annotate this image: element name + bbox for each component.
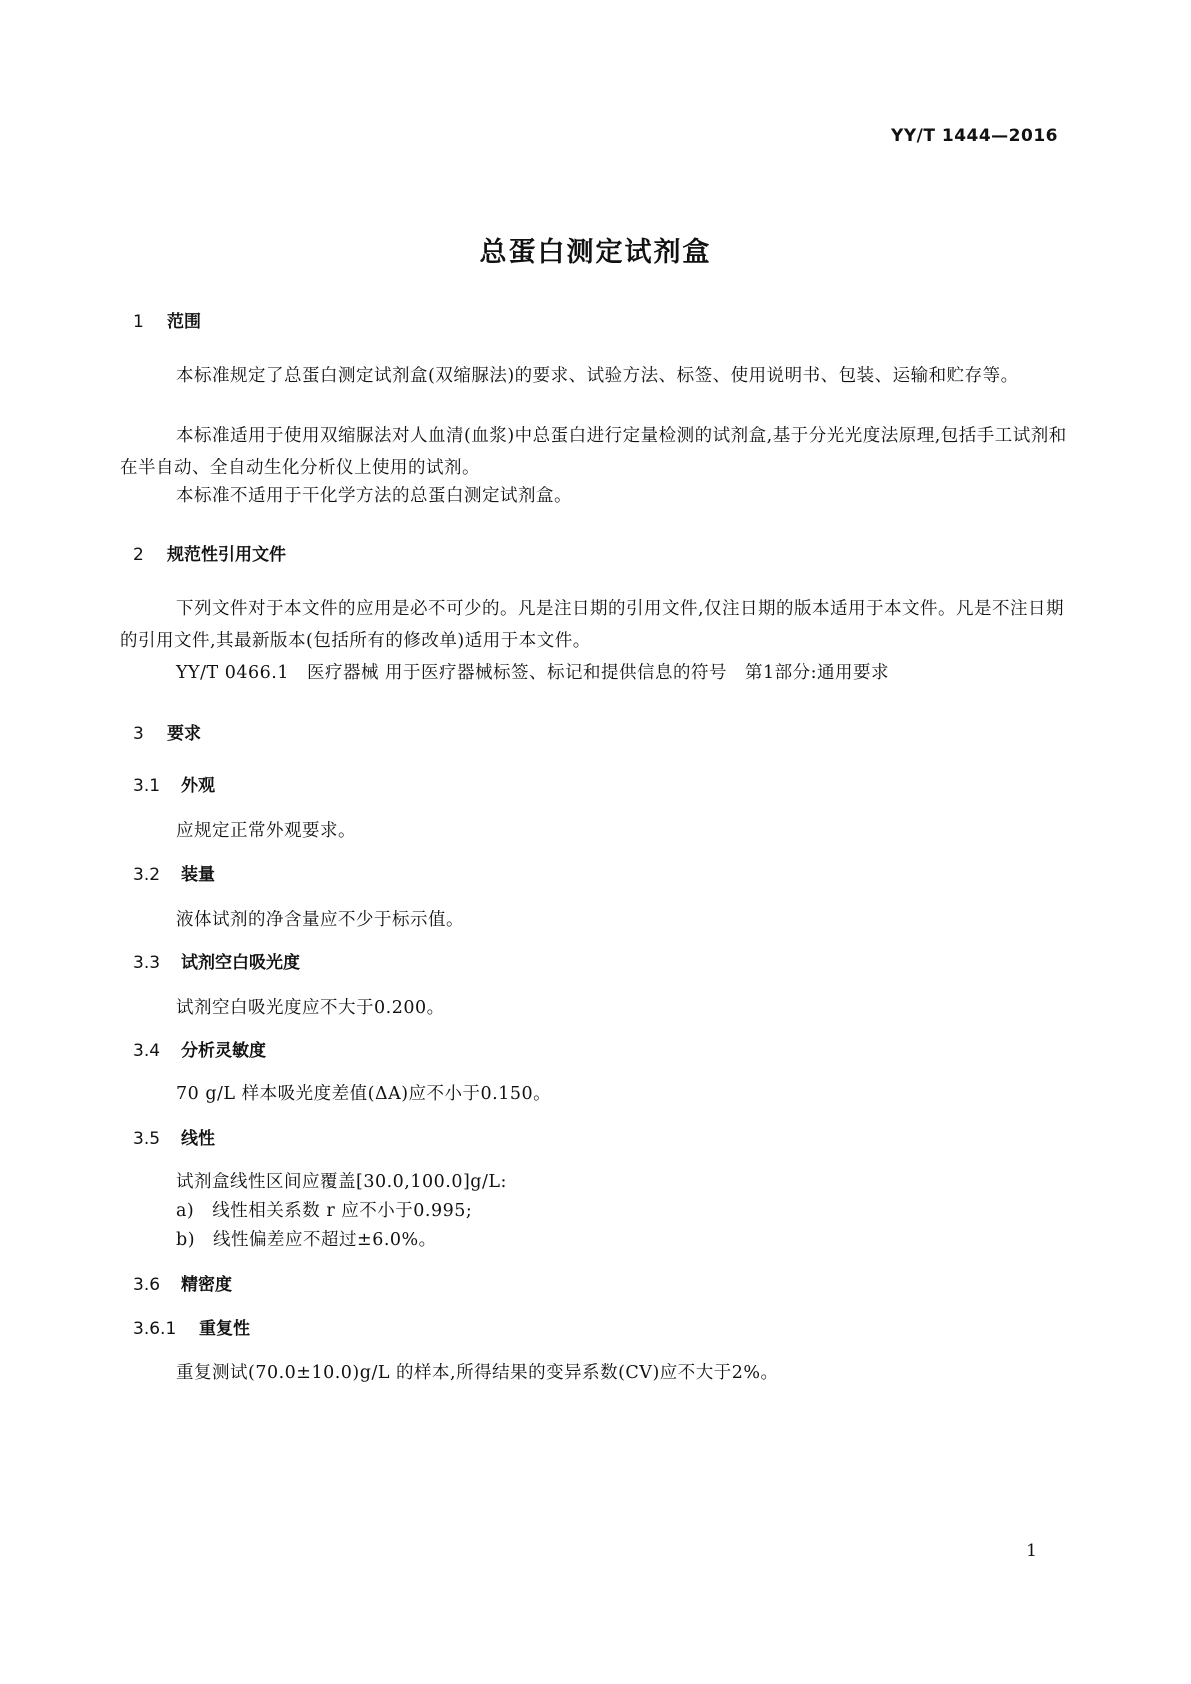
list-item-b: b) 线性偏差应不超过±6.0%。 [176, 1230, 437, 1250]
page-number: 1 [1026, 1541, 1037, 1561]
section-3-3-text: 试剂空白吸光度应不大于0.200。 [176, 998, 445, 1018]
section-number: 3.6 [133, 1275, 161, 1295]
normative-reference: YY/T 0466.1 医疗器械 用于医疗器械标签、标记和提供信息的符号 第1部分:通用要求 [176, 663, 890, 683]
section-3-1-heading [133, 771, 215, 796]
section-title: 分析灵敏度 [181, 1041, 266, 1061]
section-title: 规范性引用文件 [167, 545, 286, 565]
section-number: 3.6.1 [133, 1319, 177, 1339]
section-title: 范围 [167, 312, 201, 332]
section-title: 重复性 [199, 1319, 250, 1339]
section-2-paragraph-1: 下列文件对于本文件的应用是必不可少的。凡是注日期的引用文件,仅注日期的版本适用于本文件。凡是不注日期的引用文件,其最新版本(包括所有的修改单)适用于本文件。 [120, 599, 1065, 651]
section-3-4-text: 70 g/L 样本吸光度差值(ΔA)应不小于0.150。 [176, 1084, 552, 1104]
section-1-paragraph-1: 本标准规定了总蛋白测定试剂盒(双缩脲法)的要求、试验方法、标签、使用说明书、包装、运输和贮存等。 [176, 366, 1019, 386]
document-title: 总蛋白测定试剂盒 [479, 237, 712, 268]
section-number: 1 [133, 312, 144, 332]
section-number: 3.2 [133, 865, 161, 885]
section-number: 3.4 [133, 1041, 161, 1061]
section-3-3-heading [133, 948, 300, 973]
list-item-a: a) 线性相关系数 r 应不小于0.995; [176, 1201, 473, 1221]
section-title: 线性 [181, 1129, 215, 1149]
section-title: 精密度 [181, 1275, 232, 1295]
section-3-2-heading [133, 860, 215, 885]
section-number: 3 [133, 724, 144, 744]
section-1-paragraph-2: 本标准适用于使用双缩脲法对人血清(血浆)中总蛋白进行定量检测的试剂盒,基于分光光度法原理,包括手工试剂和在半自动、全自动生化分析仪上使用的试剂。 [120, 426, 1067, 478]
section-2-heading [133, 540, 286, 565]
section-3-5-heading [133, 1124, 215, 1149]
section-number: 2 [133, 545, 144, 565]
section-title: 外观 [181, 776, 215, 796]
section-number: 3.1 [133, 776, 161, 796]
section-title: 试剂空白吸光度 [181, 953, 300, 973]
section-3-heading [133, 719, 201, 744]
section-1-paragraph-3: 本标准不适用于干化学方法的总蛋白测定试剂盒。 [176, 486, 572, 506]
section-3-6-1-text: 重复测试(70.0±10.0)g/L 的样本,所得结果的变异系数(CV)应不大于2%。 [176, 1363, 779, 1383]
section-title: 装量 [181, 865, 215, 885]
section-3-6-1-heading [133, 1314, 250, 1339]
section-title: 要求 [167, 724, 201, 744]
section-3-6-heading [133, 1270, 232, 1295]
section-3-1-text: 应规定正常外观要求。 [176, 821, 356, 841]
section-number: 3.5 [133, 1129, 161, 1149]
section-3-4-heading [133, 1036, 266, 1061]
section-3-2-text: 液体试剂的净含量应不少于标示值。 [176, 910, 464, 930]
section-1-heading [133, 307, 201, 332]
section-number: 3.3 [133, 953, 161, 973]
standard-code: YY/T 1444—2016 [891, 126, 1058, 146]
section-3-5-text: 试剂盒线性区间应覆盖[30.0,100.0]g/L: [176, 1172, 507, 1192]
